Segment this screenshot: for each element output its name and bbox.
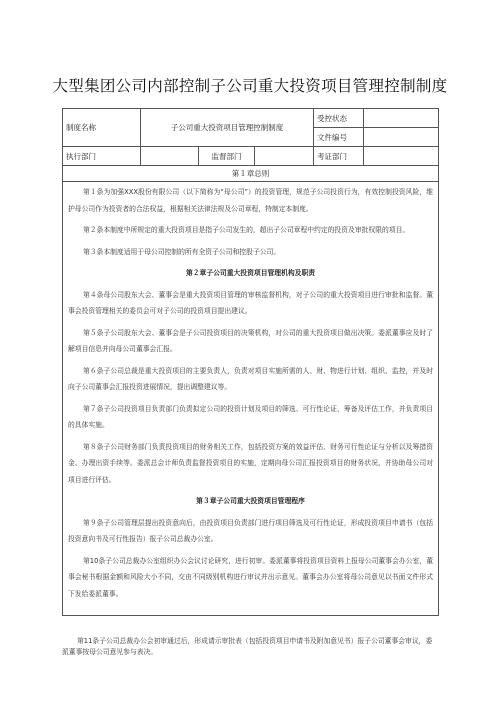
value-executing-department <box>141 147 199 166</box>
document-title: 大型集团公司内部控制子公司重大投资项目管理控制制度 <box>52 77 448 95</box>
label-control-status: 受控状态 <box>314 109 364 128</box>
chapter-1-header: 第１章总则 <box>63 166 439 182</box>
article-9: 第９条子公司管理层提出投资意向后，由投资项目负责部门进行项目筛选及可行性论证，形成投资项目申请书（包括投资意向书及可行性报告）报子公司总裁办公室。 <box>68 518 434 543</box>
article-11: 第11条子公司总裁办公会初审通过后，形成请示审批表（包括投资项目申请书及附加意见书）报子公司董事会审议，委派董事按母公司意见参与表决。 <box>62 637 433 656</box>
label-document-number: 文件编号 <box>314 128 364 147</box>
article-6: 第６条子公司总裁是重大投资项目的主要负责人，负责对项目实施所需的人、财、物进行计划、组织、监控，并及时向子公司董事会汇报投资进展情况，提出调整建议等。 <box>68 366 434 391</box>
regulation-body <box>63 182 439 616</box>
regulation-tail <box>62 636 438 658</box>
value-document-number <box>364 128 439 147</box>
value-supervising-department <box>255 147 314 166</box>
article-5: 第５条子公司股东大会、董事会是子公司投资项目的决策机构，对公司的重大投资项目做出决策。委派董事应及时了解项目信息并向母公司董事会汇报。 <box>68 328 434 353</box>
chapter-3-title: 第３章子公司重大投资项目管理程序 <box>196 497 305 505</box>
article-2: 第２条本制度中所规定的重大投资项目是指子公司发生的，超出子公司章程中约定的投资及审批权限的项目。 <box>82 226 410 234</box>
article-8: 第８条子公司财务部门负责投资项目的财务相关工作，包括投资方案的效益评估、财务可行性论证与分析以及筹措资金、办理出资手续等。委派总会计师负责监督投资项目的实施，定期向母公司汇报投资项目的财务状况，并协助母公司对项目进行评估。 <box>68 442 434 484</box>
article-1: 第１条为加强XXX股份有限公司（以下简称为“母公司”）的投资管理，规范子公司投资行为，有效控制投资风险，维护母公司作为投资者的合法权益，根据相关法律法规及公司章程，特制定本制度。 <box>68 188 434 213</box>
regulation-content <box>63 182 438 602</box>
label-verification-department: 考证部门 <box>314 147 364 166</box>
label-supervising-department: 监督部门 <box>199 147 255 166</box>
regulation-table <box>62 108 439 616</box>
value-control-status <box>364 109 439 128</box>
article-3: 第３条本制度适用于母公司控制的所有全资子公司和控股子公司。 <box>82 247 281 256</box>
chapter-2-title: 第２章子公司重大投资项目管理机构及职责 <box>185 269 316 277</box>
value-regulation-name: 子公司重大投资项目管理控制制度 <box>141 109 314 147</box>
article-4: 第４条母公司股东大会、董事会是重大投资项目管理的审核监督机构，对子公司的重大投资项目进行审批和监督。董事会投资管理相关的委员会可对子公司的投资项目提出建议。 <box>68 290 434 315</box>
article-10: 第10条子公司总裁办公室组织办公会议讨论研究，进行初审。委派董事将投资项目资料上报母公司董事会办公室，董事会秘书根据金额和风险大小不同，交由不同级别机构进行审议并出示意见。董事会办公室将母公司意见以书面文件形式下发给委派董事。 <box>68 556 434 598</box>
value-verification-department <box>364 147 439 166</box>
label-regulation-name: 制度名称 <box>63 109 141 147</box>
article-7: 第７条子公司投资项目负责部门负责拟定公司的投资计划及项目的筛选、可行性论证、筹备及评估工作，并负责项目的具体实施。 <box>68 404 434 429</box>
label-executing-department: 执行部门 <box>63 147 141 166</box>
